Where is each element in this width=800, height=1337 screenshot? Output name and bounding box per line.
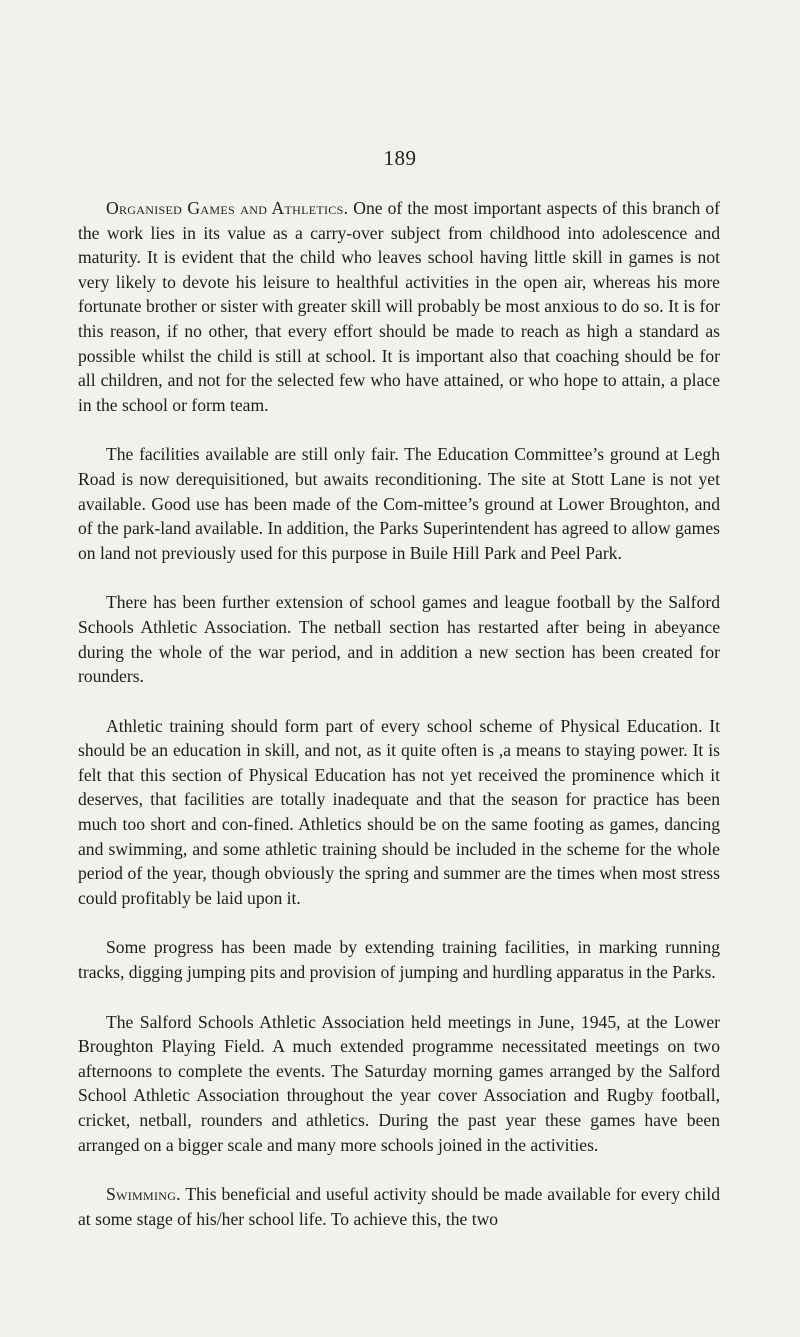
paragraph-text: One of the most important aspects of this branch of the work lies in its value as a carry-over subject from childhood into adolescence and maturity. It is evident that the child who leaves school having little skill in games is not very likely to devote his leisure to healthful activities in the open air, whereas his more fortunate brother or sister with greater skill will probably be most anxious to do so. It is for this reason, if no other, that every effort should be made to reach as high a standard as possible whilst the child is still at school. It is important also that coaching should be for all children, and not for the selected few who have attained, or who hope to attain, a place in the school or form team. bbox=[78, 198, 720, 415]
section-heading: Organised Games and Athletics. bbox=[106, 198, 349, 218]
paragraph-text: The Salford Schools Athletic Association held meetings in June, 1945, at the Lower Broughton Playing Field. A much extended programme necessitated meetings on two afternoons to complete the events. The Saturday morning games arranged by the Salford School Athletic Association throughout the year cover Association and Rugby football, cricket, netball, rounders and athletics. During the past year these games have been arranged on a bigger scale and many more schools joined in the activities. bbox=[78, 1011, 720, 1155]
paragraph-school-games bbox=[78, 590, 720, 688]
paragraph-progress bbox=[78, 935, 720, 984]
paragraph-organised-games bbox=[78, 196, 720, 417]
paragraph-text: Some progress has been made by extending training facilities, in marking running tracks, digging jumping pits and provision of jumping and hurdling apparatus in the Parks. bbox=[78, 937, 720, 983]
paragraph-athletic-training bbox=[78, 714, 720, 911]
paragraph-swimming bbox=[78, 1182, 720, 1231]
paragraph-text: The facilities available are still only fair. The Education Committee’s ground at Legh Road is now derequisitioned, but awaits reconditioning. The site at Stott Lane is not yet available. Good use has been made of the Com-mittee’s ground at Lower Broughton, and of the park-land available. In addition, the Parks Superintendent has agreed to allow games on land not previously used for this purpose in Buile Hill Park and Peel Park. bbox=[78, 444, 720, 563]
paragraph-text: This beneficial and useful activity should be made available for every child at some stage of his/her school life. To achieve this, the two bbox=[78, 1184, 720, 1229]
paragraph-text: Athletic training should form part of every school scheme of Physical Education. It should be an education in skill, and not, as it quite often is ,a means to staying power. It is felt that this section of Physical Education has not yet received the prominence which it deserves, that facilities are totally inadequate and that the season for practice has been much too short and con-fined. Athletics should be on the same footing as games, dancing and swimming, and some athletic training should be included in the scheme for the whole period of the year, though obviously the spring and summer are the times when most stress could profitably be laid upon it. bbox=[78, 715, 720, 908]
paragraph-association-meetings bbox=[78, 1010, 720, 1158]
section-heading: Swimming. bbox=[106, 1184, 181, 1205]
paragraph-facilities bbox=[78, 442, 720, 565]
paragraph-text: There has been further extension of school games and league football by the Salford Schools Athletic Association. The netball section has restarted after being in abeyance during the whole of the war period, and in addition a new section has been created for rounders. bbox=[78, 592, 720, 687]
page-number: 189 bbox=[383, 146, 417, 170]
body-text bbox=[78, 196, 720, 1256]
